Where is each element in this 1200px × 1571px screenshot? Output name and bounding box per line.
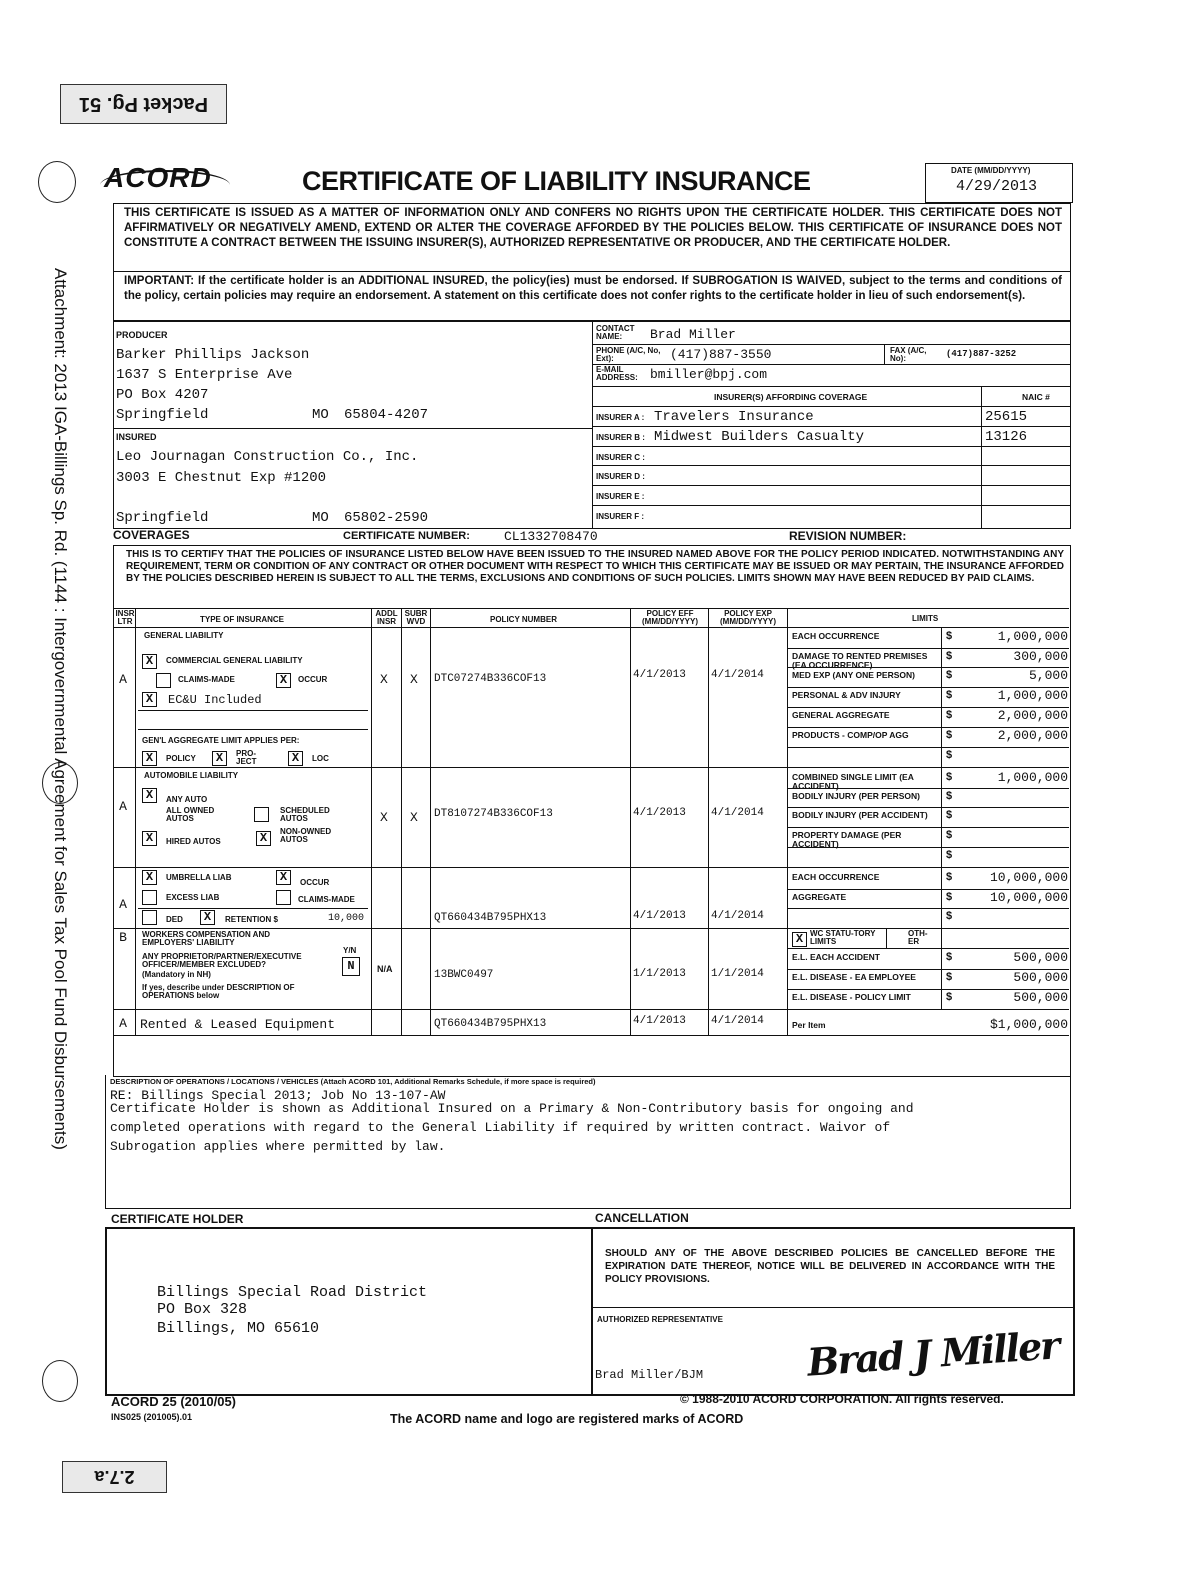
limit-value: 500,000 <box>1013 990 1068 1005</box>
hired-autos-checkbox[interactable]: X <box>142 831 157 846</box>
non-owned-autos-checkbox[interactable]: X <box>256 831 271 846</box>
contact-name: Brad Miller <box>650 327 736 342</box>
contact-email: bmiller@bpj.com <box>650 367 768 382</box>
ded-checkbox[interactable] <box>142 910 157 925</box>
coverage-table: THIS IS TO CERTIFY THAT THE POLICIES OF INSURANCE LISTED BELOW HAVE BEEN ISSUED TO THE INSURED NAMED ABOVE FOR THE POLICY PERIOD INDICATED. NOTWITHSTANDING ANY REQUIREMENT, TERM OR CONDITION OF ANY CONTRACT OR OTHER DOCUMENT WITH RESPECT TO WHICH THIS CERTIFICATE MAY BE ISSUED OR MAY PERTAIN, THE INSURANCE AFFORDED BY THE POLICIES DESCRIBED HEREIN IS SUBJECT TO ALL THE TERMS, EXCLUSIONS AND CONDITIONS OF SUCH POLICIES. LIMITS SHOWN MAY HAVE BEEN REDUCED BY PAID CLAIMS. <box>113 545 1071 1077</box>
producer-zip: 65804-4207 <box>344 407 429 423</box>
occur-checkbox[interactable]: X <box>276 673 291 688</box>
limit-label: PRODUCTS - COMP/OP AGG <box>792 730 909 740</box>
limit-label: EACH OCCURRENCE <box>792 631 880 641</box>
scheduled-autos-checkbox[interactable] <box>254 807 269 822</box>
limit-label: COMBINED SINGLE LIMIT (EA ACCIDENT) <box>792 772 914 791</box>
limit-label: DAMAGE TO RENTED PREMISES (EA OCCURRENCE) <box>792 651 928 670</box>
notice-box: THIS CERTIFICATE IS ISSUED AS A MATTER OF INFORMATION ONLY AND CONFERS NO RIGHTS UPON THE CERTIFICATE HOLDER. THIS CERTIFICATE DOES NOT AFFIRMATIVELY OR NEGATIVELY AMEND, EXTEND OR ALTER THE COVERAGE AFFORDED BY THE POLICIES BELOW. THIS CERTIFICATE OF INSURANCE DOES NOT CONSTITUTE A CONTRACT BETWEEN THE ISSUING INSURER(S), AUTHORIZED REPRESENTATIVE OR PRODUCER, AND THE CERTIFICATE HOLDER. IMPORTANT: If the certificate holder is an ADDITIONAL INSURED, the policy(ies) must be endorsed. If SUBROGATION IS WAIVED, subject to the terms and conditions of the policy, certain policies may require an endorsement. A statement on this certificate does not confer rights to the certificate holder in lieu of such endorsement(s). <box>113 203 1071 321</box>
holder-cancellation-box: Billings Special Road District PO Box 328 Billings, MO 65610 SHOULD ANY OF THE ABOVE DESCRIBED POLICIES BE CANCELLED BEFORE THE EXPIRATION DATE THEREOF, NOTICE WILL BE DELIVERED IN ACCORDANCE WITH THE POLICY PROVISIONS. AUTHORIZED REPRESENTATIVE Brad Miller/BJM Brad J Miller <box>105 1227 1075 1396</box>
cert-number-label: CERTIFICATE NUMBER: <box>343 530 470 542</box>
dollar-sign: $ <box>946 729 953 741</box>
limit-value: 1,000,000 <box>997 688 1068 703</box>
limit-label: EACH OCCURRENCE <box>792 872 880 882</box>
limit-label: GENERAL AGGREGATE <box>792 710 890 720</box>
any-auto-checkbox[interactable]: X <box>142 788 157 803</box>
retention-checkbox[interactable]: X <box>200 910 215 925</box>
packet-page-stamp: Packet Pg. 51 <box>60 84 227 124</box>
gl-insurer-letter: A <box>119 672 127 687</box>
limit-label: AGGREGATE <box>792 892 847 902</box>
authorized-rep-name: Brad Miller/BJM <box>595 1368 704 1382</box>
agg-loc-checkbox[interactable]: X <box>288 751 303 766</box>
wc-statutory-checkbox[interactable]: X <box>792 932 807 947</box>
producer-name: Barker Phillips Jackson <box>116 347 310 363</box>
dollar-sign: $ <box>946 790 953 802</box>
claims-made-checkbox[interactable] <box>156 673 171 688</box>
dollar-sign: $ <box>946 771 953 783</box>
dollar-sign: $ <box>946 689 953 701</box>
date-box: DATE (MM/DD/YYYY) 4/29/2013 <box>925 163 1073 203</box>
dollar-sign: $ <box>946 951 953 963</box>
limit-label: BODILY INJURY (PER PERSON) <box>792 791 921 801</box>
limit-value: 2,000,000 <box>997 708 1068 723</box>
umbrella-checkbox[interactable]: X <box>142 870 157 885</box>
insurer-label: INSURER F : <box>596 512 644 521</box>
insured-state: MO <box>312 510 329 526</box>
acord-logo: ACORD <box>104 162 212 194</box>
producer-city: Springfield <box>116 407 209 423</box>
producer-address2: PO Box 4207 <box>116 387 209 403</box>
excess-checkbox[interactable] <box>142 890 157 905</box>
limit-value: 10,000,000 <box>989 890 1068 905</box>
auto-policy-number: DT8107274B336COF13 <box>434 808 553 820</box>
producer-state: MO <box>312 407 329 423</box>
insurer-label: INSURER B : <box>596 433 645 442</box>
auto-insurer-letter: A <box>119 799 127 814</box>
form-number: ACORD 25 (2010/05) <box>111 1394 236 1409</box>
hole-punch-bottom <box>42 1360 78 1402</box>
wc-insurer-letter: B <box>119 930 127 945</box>
dollar-sign: $ <box>946 630 953 642</box>
other-coverage-type: Rented & Leased Equipment <box>140 1017 336 1032</box>
producer-address1: 1637 S Enterprise Ave <box>116 367 293 383</box>
page-title: CERTIFICATE OF LIABILITY INSURANCE <box>302 166 811 196</box>
insurer-name: Travelers Insurance <box>654 409 814 425</box>
limit-label: E.L. DISEASE - EA EMPLOYEE <box>792 972 916 982</box>
dollar-sign: $ <box>946 971 953 983</box>
insurer-label: INSURER E : <box>596 492 645 501</box>
hole-punch-top <box>38 161 76 203</box>
limit-label: E.L. DISEASE - POLICY LIMIT <box>792 992 911 1002</box>
insured-name: Leo Journagan Construction Co., Inc. <box>116 449 419 465</box>
other-insurer-letter: A <box>119 1016 127 1031</box>
side-attachment-text: Attachment: 2013 IGA-Billings Sp. Rd. (1144 : Intergovernmental Agreement for Sales Tax Pool Fund Disbursements) <box>51 268 70 1150</box>
coverages-heading: COVERAGES <box>113 528 190 542</box>
signature: Brad J Miller <box>805 1322 1060 1385</box>
agg-policy-checkbox[interactable]: X <box>142 751 157 766</box>
insurer-label: INSURER D : <box>596 472 645 481</box>
limit-label: PERSONAL & ADV INJURY <box>792 690 901 700</box>
insurer-naic: 25615 <box>985 409 1028 425</box>
claims-made-umbrella-checkbox[interactable] <box>276 890 291 905</box>
dollar-sign: $ <box>946 669 953 681</box>
limit-value: 500,000 <box>1013 970 1068 985</box>
insured-zip: 65802-2590 <box>344 510 429 526</box>
limit-label: MED EXP (ANY ONE PERSON) <box>792 670 915 680</box>
dollar-sign: $ <box>946 650 953 662</box>
insurer-label: INSURER A : <box>596 413 645 422</box>
form-code: INS025 (201005).01 <box>111 1412 193 1422</box>
cancellation-heading: CANCELLATION <box>595 1211 689 1225</box>
dollar-sign: $ <box>946 829 953 841</box>
limit-label: E.L. EACH ACCIDENT <box>792 952 880 962</box>
insurer-label: INSURER C : <box>596 453 645 462</box>
wc-policy-number: 13BWC0497 <box>434 969 494 981</box>
cgl-checkbox[interactable]: X <box>142 654 157 669</box>
insured-city: Springfield <box>116 510 209 526</box>
holder-city: Billings, MO 65610 <box>157 1320 320 1337</box>
gl-extra-coverage: EC&U Included <box>168 693 262 707</box>
dollar-sign: $ <box>946 749 953 761</box>
limit-label: BODILY INJURY (PER ACCIDENT) <box>792 810 928 820</box>
limit-label: PROPERTY DAMAGE (PER ACCIDENT) <box>792 830 902 849</box>
limit-value: 1,000,000 <box>997 629 1068 644</box>
dollar-sign: $ <box>946 910 953 922</box>
umbrella-occur-checkbox[interactable]: X <box>276 870 291 885</box>
umbrella-insurer-letter: A <box>119 897 127 912</box>
dollar-sign: $ <box>946 891 953 903</box>
limit-value: 1,000,000 <box>997 770 1068 785</box>
registered-marks: The ACORD name and logo are registered marks of ACORD <box>390 1412 744 1426</box>
wc-excluded-answer[interactable]: N <box>342 957 360 976</box>
dollar-sign: $ <box>946 991 953 1003</box>
insurer-naic: 13126 <box>985 429 1028 445</box>
revision-label: REVISION NUMBER: <box>789 529 907 543</box>
other-policy-number: QT660434B795PHX13 <box>434 1018 547 1030</box>
gl-policy-number: DTC07274B336COF13 <box>434 673 547 685</box>
producer-insured-box: PRODUCER Barker Phillips Jackson 1637 S Enterprise Ave PO Box 4207 Springfield MO 65804-4207 INSURED Leo Journagan Construction Co., Inc. 3003 E Chestnut Exp #1200 Springfield MO 65802-2590 CONTACT NAME: Brad Miller PHONE (A/C, No, Ext): (417)887-3550 FAX (A/C, No): (417)887-3252 E-MAIL ADDRESS: bmiller@bpj.com INSURER(S) AFFORDING COVERAGE NAIC # INSURER A : Travelers Insurance 25615 INSURER B : Midwest Builders Casualty 13126 INSURER C : INSURER D : INSURER E : INSURER F : <box>113 321 1071 529</box>
ecu-checkbox[interactable]: X <box>142 692 157 707</box>
agg-project-checkbox[interactable]: X <box>212 751 227 766</box>
limit-value: 2,000,000 <box>997 728 1068 743</box>
limit-value: 5,000 <box>1028 668 1068 683</box>
insured-address1: 3003 E Chestnut Exp #1200 <box>116 470 327 486</box>
certificate-holder-heading: CERTIFICATE HOLDER <box>111 1212 244 1226</box>
umbrella-policy-number: QT660434B795PHX13 <box>434 912 547 924</box>
limit-value: 10,000,000 <box>989 870 1068 885</box>
holder-address1: PO Box 328 <box>157 1301 248 1318</box>
dollar-sign: $ <box>946 709 953 721</box>
dollar-sign: $ <box>946 849 953 861</box>
cert-number: CL1332708470 <box>504 529 598 544</box>
copyright: © 1988-2010 ACORD CORPORATION. All rights reserved. <box>680 1392 1004 1406</box>
contact-phone: (417)887-3550 <box>670 347 772 362</box>
limit-value: 500,000 <box>1013 950 1068 965</box>
description-box: DESCRIPTION OF OPERATIONS / LOCATIONS / VEHICLES (Attach ACORD 101, Additional Remarks Schedule, if more space is required) RE: Billings Special 2013; Job No 13-107-AW Certificate Holder is shown as Additional Insured on a Primary & Non-Contributory basis for ongoing and completed operations with regard to the General Liability if required by written contract. Waivor of Subrogation applies where permitted by law. <box>105 1075 1071 1209</box>
bottom-page-stamp: 2.7.a <box>62 1461 167 1493</box>
dollar-sign: $ <box>946 871 953 883</box>
insurer-name: Midwest Builders Casualty <box>654 429 865 445</box>
other-limit-value: $1,000,000 <box>989 1017 1068 1032</box>
dollar-sign: $ <box>946 809 953 821</box>
contact-fax: (417)887-3252 <box>946 349 1017 359</box>
limit-value: 300,000 <box>1013 649 1068 664</box>
holder-name: Billings Special Road District <box>157 1284 428 1301</box>
